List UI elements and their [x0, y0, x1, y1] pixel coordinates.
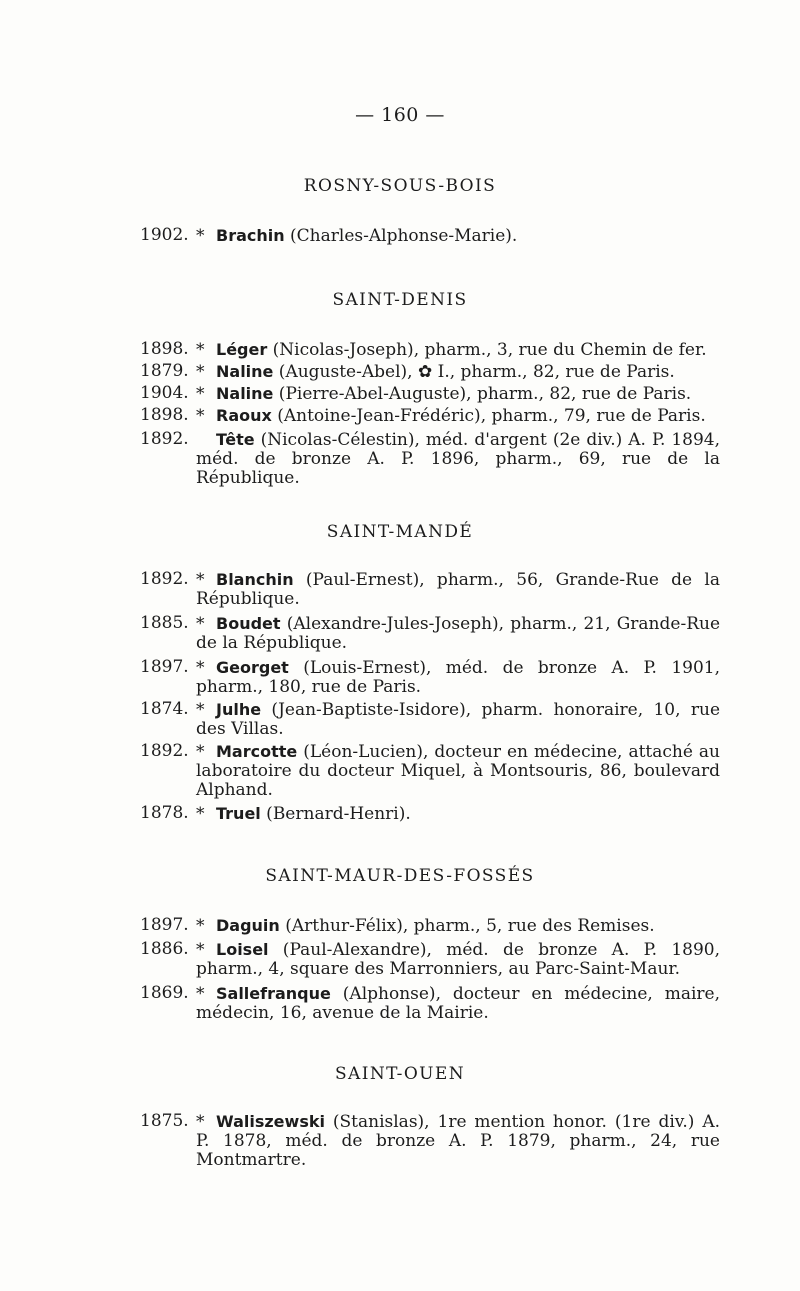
- entry-details: (Antoine-Jean-Frédéric), pharm., 79, rue de Paris.: [271, 406, 706, 426]
- entry-name: Georget: [216, 658, 289, 677]
- entry: [140, 406, 720, 426]
- entry: [140, 804, 720, 824]
- entry-name: Raoux: [216, 406, 272, 425]
- section-title: SAINT-MANDÉ: [326, 522, 474, 542]
- entry-year: 1869.: [140, 983, 189, 1003]
- entry-name: Julhe: [216, 700, 262, 719]
- entry-year: 1892.: [140, 741, 189, 761]
- entry-details: (Charles-Alphonse-Marie).: [284, 226, 518, 246]
- section-title: SAINT-MAUR-DES-FOSSÉS: [265, 866, 535, 886]
- entry-year: 1898.: [140, 405, 189, 425]
- entry-year: 1898.: [140, 339, 189, 359]
- star-mark: *: [196, 700, 205, 720]
- star-mark: *: [196, 1112, 205, 1132]
- entry-details: (Paul-Alexandre), méd. de bronze A. P. 1890, pharm., 4, square des Marronniers, au Parc-Saint-Maur.: [196, 940, 720, 979]
- section-title: SAINT-OUEN: [335, 1064, 465, 1084]
- star-mark: *: [196, 570, 205, 590]
- entry-details: (Bernard-Henri).: [260, 804, 411, 824]
- entry-name: Marcotte: [216, 742, 298, 761]
- entry-details: (Nicolas-Célestin), méd. d'argent (2e div.) A. P. 1894, méd. de bronze A. P. 1896, pharm., 69, rue de la République.: [196, 430, 720, 488]
- entry-year: 1892.: [140, 569, 189, 589]
- entry-name: Sallefranque: [216, 984, 331, 1003]
- entry-year: 1885.: [140, 613, 189, 633]
- entry: [140, 658, 720, 697]
- entry-year: 1902.: [140, 225, 189, 245]
- entry-name: Naline: [216, 362, 274, 381]
- entry-details: (Auguste-Abel), ✿ I., pharm., 82, rue de Paris.: [273, 362, 675, 382]
- star-mark: *: [196, 362, 205, 382]
- entry-name: Waliszewski: [216, 1112, 325, 1131]
- entry: [140, 1112, 720, 1170]
- entry: [140, 614, 720, 653]
- entry-details: (Louis-Ernest), méd. de bronze A. P. 1901, pharm., 180, rue de Paris.: [196, 658, 720, 697]
- entry-year: 1897.: [140, 657, 189, 677]
- entry-name: Blanchin: [216, 570, 294, 589]
- entry: [140, 340, 720, 360]
- entry: [140, 430, 720, 488]
- entry-name: Daguin: [216, 916, 280, 935]
- entry-year: 1897.: [140, 915, 189, 935]
- entry-details: (Nicolas-Joseph), pharm., 3, rue du Chemin de fer.: [267, 340, 707, 360]
- star-mark: *: [196, 804, 205, 824]
- star-mark: *: [196, 940, 205, 960]
- entry-year: 1886.: [140, 939, 189, 959]
- entry-details: (Alexandre-Jules-Joseph), pharm., 21, Grande-Rue de la République.: [196, 614, 720, 653]
- page-number: — 160 —: [355, 104, 445, 126]
- entry-name: Léger: [216, 340, 268, 359]
- entry-details: (Léon-Lucien), docteur en médecine, attaché au laboratoire du docteur Miquel, à Montsouris, 86, boulevard Alphand.: [196, 742, 720, 800]
- entry: [140, 384, 720, 404]
- star-mark: *: [196, 916, 205, 936]
- star-mark: *: [196, 742, 205, 762]
- entry-year: 1879.: [140, 361, 189, 381]
- entry: [140, 916, 720, 936]
- section-title: SAINT-DENIS: [332, 290, 468, 310]
- entry-year: 1878.: [140, 803, 189, 823]
- entry: [140, 362, 720, 382]
- entry-name: Loisel: [216, 940, 269, 959]
- entry: [140, 226, 720, 246]
- star-mark: *: [196, 614, 205, 634]
- entry: [140, 984, 720, 1023]
- entry-name: Naline: [216, 384, 274, 403]
- star-mark: *: [196, 658, 205, 678]
- entry-name: Boudet: [216, 614, 281, 633]
- entry-year: 1904.: [140, 383, 189, 403]
- entry-details: (Pierre-Abel-Auguste), pharm., 82, rue de Paris.: [273, 384, 692, 404]
- entry-name: Brachin: [216, 226, 285, 245]
- entry: [140, 742, 720, 800]
- entry-year: 1874.: [140, 699, 189, 719]
- entry-name: Tête: [216, 430, 255, 449]
- star-mark: *: [196, 984, 205, 1004]
- entry-details: (Alphonse), docteur en médecine, maire, médecin, 16, avenue de la Mairie.: [196, 984, 720, 1023]
- entry: [140, 570, 720, 609]
- star-mark: *: [196, 406, 205, 426]
- entry-details: (Paul-Ernest), pharm., 56, Grande-Rue de la République.: [196, 570, 720, 609]
- entry-year: 1892.: [140, 429, 189, 449]
- star-mark: *: [196, 384, 205, 404]
- entry-name: Truel: [216, 804, 261, 823]
- entry-details: (Arthur-Félix), pharm., 5, rue des Remises.: [279, 916, 655, 936]
- section-title: ROSNY-SOUS-BOIS: [303, 176, 497, 196]
- star-mark: *: [196, 226, 205, 246]
- entry-year: 1875.: [140, 1111, 189, 1131]
- entry-details: (Stanislas), 1re mention honor. (1re div.) A. P. 1878, méd. de bronze A. P. 1879, pharm., 24, rue Montmartre.: [196, 1112, 720, 1170]
- star-mark: *: [196, 340, 205, 360]
- entry: [140, 940, 720, 979]
- entry: [140, 700, 720, 739]
- entry-details: (Jean-Baptiste-Isidore), pharm. honoraire, 10, rue des Villas.: [196, 700, 720, 739]
